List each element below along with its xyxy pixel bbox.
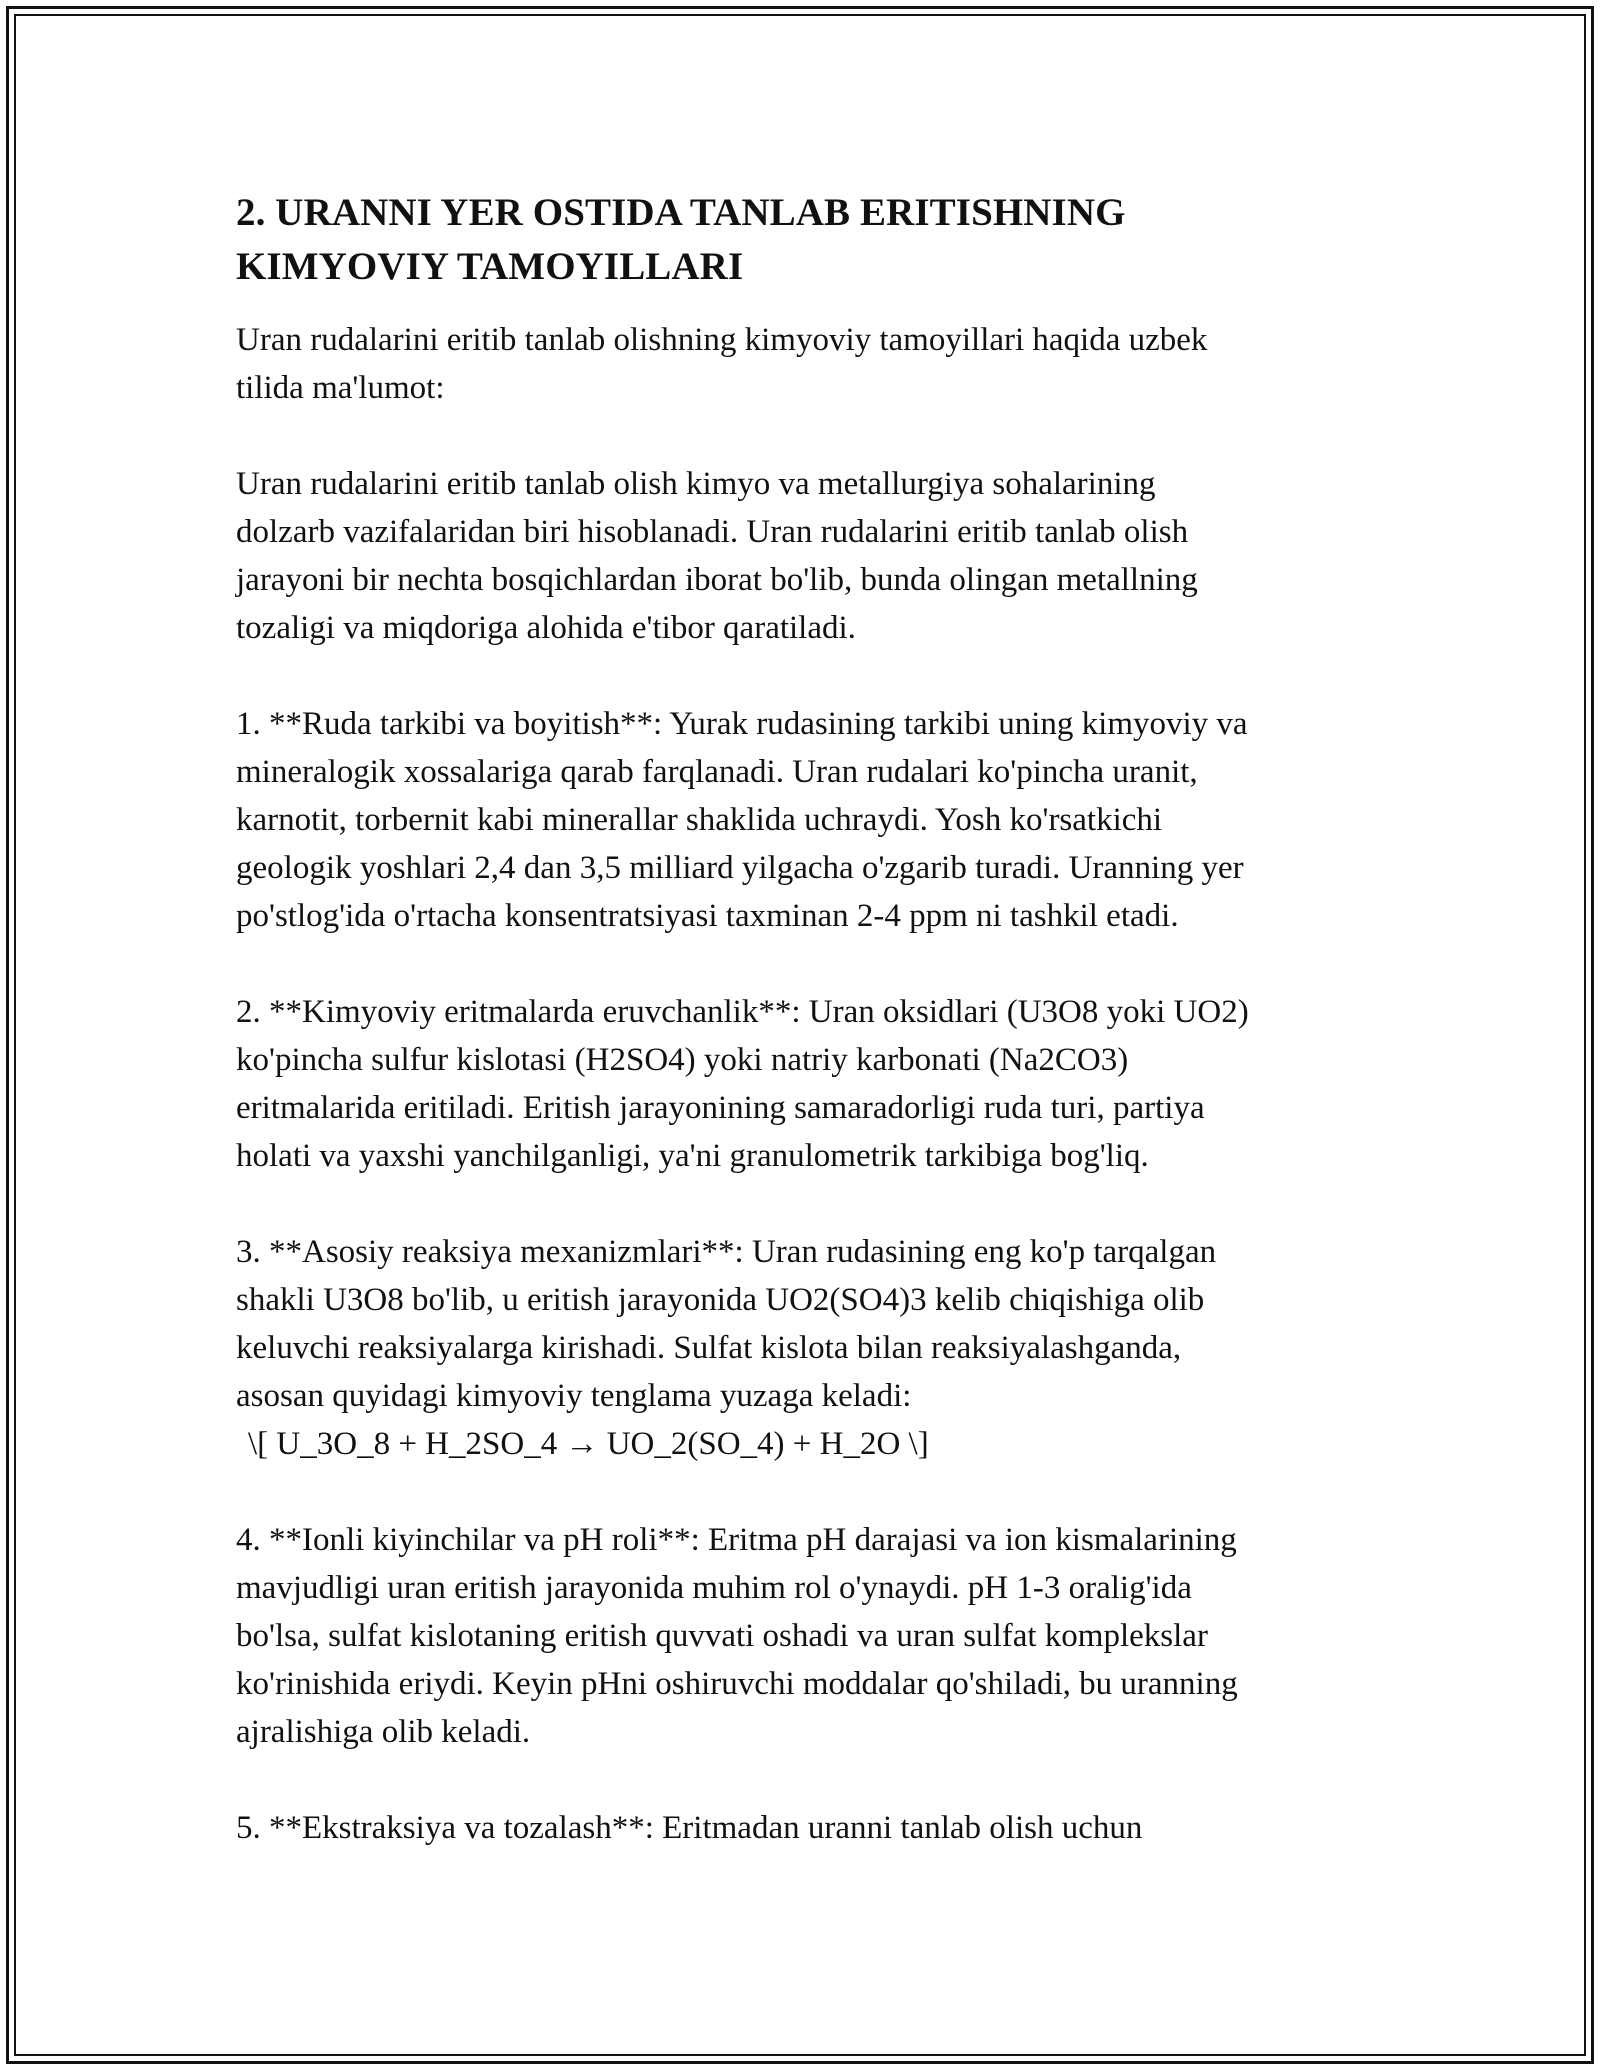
- text-line: jarayoni bir nechta bosqichlardan iborat bo'lib, bunda olingan metallning: [236, 562, 1198, 598]
- text-line: Uran rudalarini eritib tanlab olishning kimyoviy tamoyillari haqida uzbek: [236, 322, 1208, 358]
- document-body: [236, 186, 1386, 1900]
- section-title: [236, 186, 1386, 294]
- text-line: keluvchi reaksiyalarga kirishadi. Sulfat kislota bilan reaksiyalashganda,: [236, 1330, 1182, 1366]
- list-item-extraction: [236, 1804, 1386, 1852]
- text-line: eritmalarida eritiladi. Eritish jarayonining samaradorligi ruda turi, partiya: [236, 1090, 1205, 1126]
- text-line: 4. **Ionli kiyinchilar va pH roli**: Eritma pH darajasi va ion kismalarining: [236, 1522, 1237, 1558]
- list-item-ore-composition: [236, 700, 1386, 940]
- text-line: mavjudligi uran eritish jarayonida muhim rol o'ynaydi. pH 1-3 oralig'ida: [236, 1570, 1192, 1606]
- chemical-equation: \[ U_3O_8 + H_2SO_4 → UO_2(SO_4) + H_2O \]: [248, 1426, 929, 1462]
- text-line: 1. **Ruda tarkibi va boyitish**: Yurak rudasining tarkibi uning kimyoviy va: [236, 706, 1248, 742]
- text-line: 3. **Asosiy reaksiya mexanizmlari**: Uran rudasining eng ko'p tarqalgan: [236, 1234, 1217, 1270]
- text-line: tilida ma'lumot:: [236, 370, 445, 406]
- text-line: ko'pincha sulfur kislotasi (H2SO4) yoki natriy karbonati (Na2CO3): [236, 1042, 1129, 1078]
- text-line: 5. **Ekstraksiya va tozalash**: Eritmadan uranni tanlab olish uchun: [236, 1810, 1143, 1846]
- text-line: holati va yaxshi yanchilganligi, ya'ni granulometrik tarkibiga bog'liq.: [236, 1138, 1149, 1174]
- text-line: 2. **Kimyoviy eritmalarda eruvchanlik**: Uran oksidlari (U3O8 yoki UO2): [236, 994, 1249, 1030]
- list-item-ph-role: [236, 1516, 1386, 1756]
- intro-paragraph: [236, 316, 1386, 412]
- list-item-solubility: [236, 988, 1386, 1180]
- text-line: asosan quyidagi kimyoviy tenglama yuzaga keladi:: [236, 1378, 912, 1414]
- list-item-reaction-mechanisms: [236, 1228, 1386, 1468]
- text-line: tozaligi va miqdoriga alohida e'tibor qaratiladi.: [236, 610, 856, 646]
- text-line: bo'lsa, sulfat kislotaning eritish quvvati oshadi va uran sulfat komplekslar: [236, 1618, 1208, 1654]
- text-line: shakli U3O8 bo'lib, u eritish jarayonida UO2(SO4)3 kelib chiqishiga olib: [236, 1282, 1205, 1318]
- text-line: ajralishiga olib keladi.: [236, 1714, 531, 1750]
- title-line: KIMYOVIY TAMOYILLARI: [236, 245, 744, 288]
- text-line: geologik yoshlari 2,4 dan 3,5 milliard yilgacha o'zgarib turadi. Uranning yer: [236, 850, 1244, 886]
- text-line: Uran rudalarini eritib tanlab olish kimyo va metallurgiya sohalarining: [236, 466, 1156, 502]
- title-line: 2. URANNI YER OSTIDA TANLAB ERITISHNING: [236, 191, 1126, 234]
- text-line: ko'rinishida eriydi. Keyin pHni oshiruvchi moddalar qo'shiladi, bu uranning: [236, 1666, 1238, 1702]
- text-line: po'stlog'ida o'rtacha konsentratsiyasi taxminan 2-4 ppm ni tashkil etadi.: [236, 898, 1179, 934]
- text-line: mineralogik xossalariga qarab farqlanadi. Uran rudalari ko'pincha uranit,: [236, 754, 1198, 790]
- text-line: karnotit, torbernit kabi minerallar shaklida uchraydi. Yosh ko'rsatkichi: [236, 802, 1163, 838]
- text-line: dolzarb vazifalaridan biri hisoblanadi. Uran rudalarini eritib tanlab olish: [236, 514, 1189, 550]
- overview-paragraph: [236, 460, 1386, 652]
